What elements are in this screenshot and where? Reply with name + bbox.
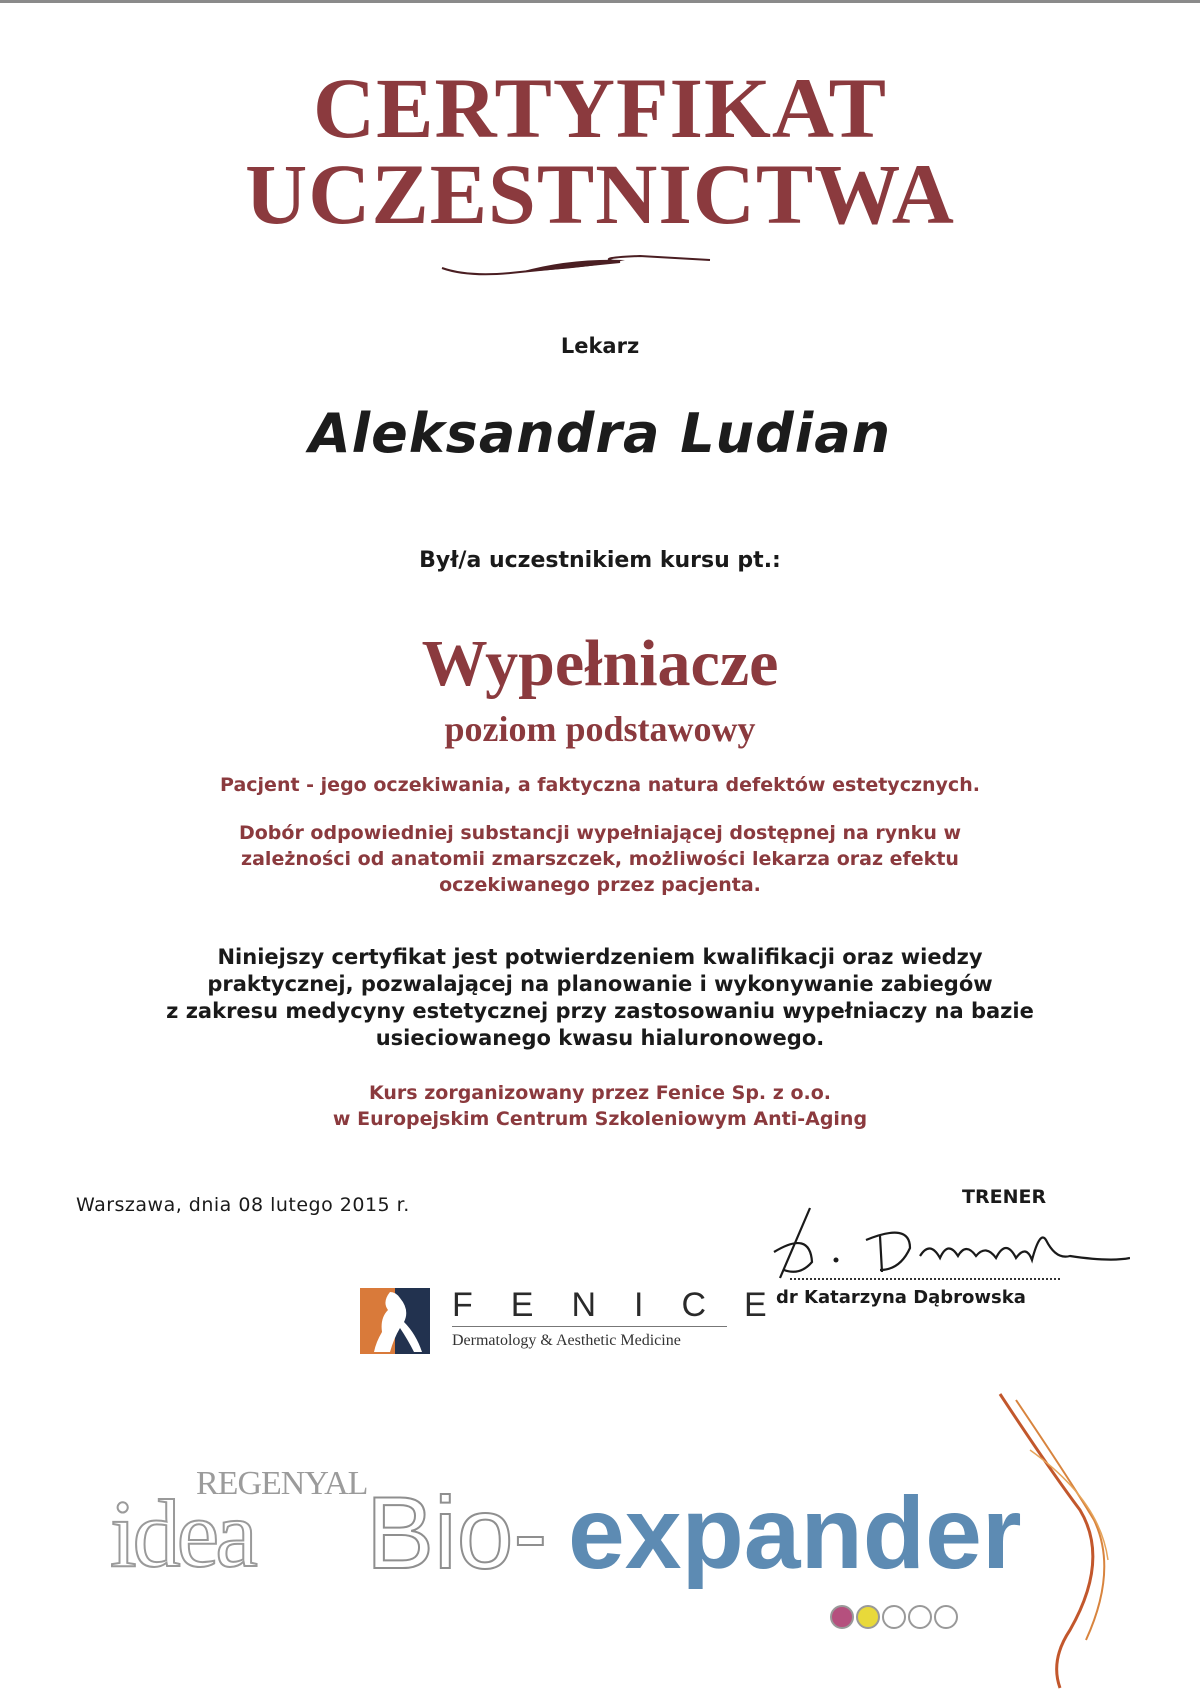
- signature-line: [790, 1278, 1060, 1280]
- fenice-tagline: Dermatology & Aesthetic Medicine: [452, 1332, 681, 1349]
- flame-swirl-decoration: [990, 1390, 1140, 1690]
- title-flourish: [440, 248, 720, 284]
- dot-5: [935, 1606, 957, 1628]
- idea-logo: idea: [110, 1480, 254, 1587]
- dot-3: [883, 1606, 905, 1628]
- course-level: poziom podstawowy: [444, 709, 756, 749]
- participant-name: Aleksandra Ludian: [308, 402, 892, 465]
- scan-top-edge: [0, 0, 1200, 3]
- fenice-logo: [360, 1284, 805, 1356]
- product-dots: [826, 1600, 986, 1634]
- fenice-divider: [452, 1326, 727, 1327]
- confirmation-line: z zakresu medycyny estetycznej przy zastosowaniu wypełniaczy na bazie: [166, 999, 1034, 1023]
- place-and-date: Warszawa, dnia 08 lutego 2015 r.: [76, 1194, 410, 1216]
- confirmation-line: Niniejszy certyfikat jest potwierdzeniem kwalifikacji oraz wiedzy: [217, 945, 983, 969]
- regenyal-wordmark: REGENYAL: [196, 1465, 368, 1502]
- participation-statement: Był/a uczestnikiem kursu pt.:: [419, 548, 781, 573]
- course-topic-2-line: oczekiwanego przez pacjenta.: [439, 874, 761, 896]
- bio-wordmark: Bio-: [366, 1476, 548, 1590]
- organizer-info: [0, 1080, 1200, 1132]
- expander-wordmark: expander: [568, 1476, 1022, 1590]
- course-topic-2-line: zależności od anatomii zmarszczek, możliwości lekarza oraz efektu: [241, 848, 959, 870]
- organizer-line: Kurs zorganizowany przez Fenice Sp. z o.o.: [369, 1082, 831, 1104]
- trainer-label: TRENER: [962, 1186, 1047, 1208]
- organizer-line: w Europejskim Centrum Szkoleniowym Anti-Aging: [332, 1108, 868, 1130]
- fenice-emblem-icon: [360, 1288, 430, 1354]
- dot-4: [909, 1606, 931, 1628]
- certificate-title-line2: UCZESTNICTWA: [245, 146, 955, 242]
- confirmation-paragraph: [0, 944, 1200, 1052]
- dot-1: [831, 1606, 853, 1628]
- course-topic-2: [0, 820, 1200, 898]
- participant-role: Lekarz: [560, 334, 640, 358]
- confirmation-line: usieciowanego kwasu hialuronowego.: [375, 1026, 825, 1050]
- trainer-signature: [770, 1200, 1130, 1290]
- confirmation-line: praktycznej, pozwalającej na planowanie i wykonywanie zabiegów: [207, 972, 993, 996]
- course-title: Wypełniacze: [421, 627, 779, 700]
- fenice-wordmark: FENICE: [452, 1286, 805, 1324]
- course-topic-2-line: Dobór odpowiedniej substancji wypełniającej dostępnej na rynku w: [238, 822, 962, 844]
- course-topic-1: Pacjent - jego oczekiwania, a faktyczna natura defektów estetycznych.: [220, 774, 980, 796]
- trainer-name: dr Katarzyna Dąbrowska: [776, 1287, 1026, 1308]
- dot-2: [857, 1606, 879, 1628]
- certificate-title-line1: CERTYFIKAT: [313, 60, 887, 156]
